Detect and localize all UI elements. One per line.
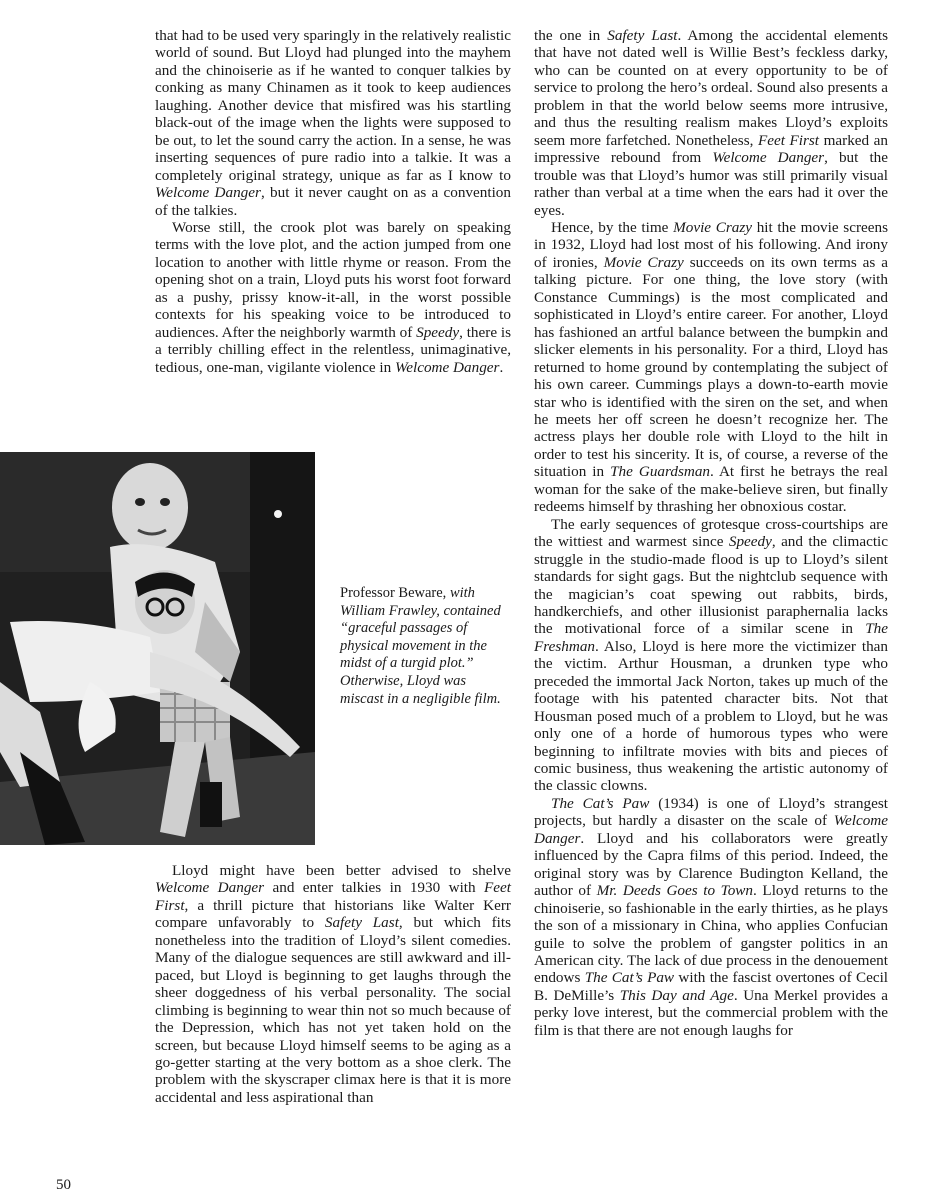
text-run: . Also, Lloyd is here more the victimizer than the victim. Arthur Housman, a drunken type who preceded the immortal Jack Norton, takes up much of the footage with his patented character bits. Not that Housman posed much of a problem to Lloyd, but he was only one of a horde of humorous types who were beginning to infiltrate movies with bits and pieces of comic business, thus weakening the artistic autonomy of the classic clowns.	[534, 637, 888, 795]
paragraph	[155, 27, 511, 219]
italic-title: Welcome Danger	[155, 184, 261, 202]
italic-title: The Guardsman	[610, 463, 711, 481]
text-run: Lloyd might have been better advised to shelve	[172, 862, 511, 879]
paragraph	[534, 219, 888, 516]
text-run: , and the climactic struggle in the studio-made flood is up to Lloyd’s silent standards for sight gags. But the nightclub sequence with the magician’s coat spewing out rabbits, birds, handkerchiefs, and other illusionist paraphernalia lacks the motivational force of a similar scene in	[534, 533, 889, 638]
caption-film-title: Professor Beware,	[340, 585, 450, 601]
text-run: Worse still, the crook plot was barely on speaking terms with the love plot, and the action jumped from one location to another with little rhyme or reason. From the opening shot on a train, Lloyd puts his worst foot forward as a pushy, prissy know-it-all, in the worst possible contexts for his speaking voice to be introduced to audiences. After the neighborly warmth of	[155, 218, 511, 341]
italic-title: Welcome Danger	[155, 879, 265, 897]
italic-title: Safety Last	[324, 914, 399, 932]
text-run: (1934) is one of Lloyd’s strangest projects, but hardly a disaster on the scale of	[534, 794, 888, 830]
italic-title: Safety Last	[607, 27, 678, 44]
text-run: , a thrill picture that historians like Walter Kerr compare unfavorably to	[155, 896, 511, 932]
italic-title: Feet First	[757, 131, 820, 149]
right-column	[534, 27, 888, 1039]
italic-title: Feet First	[155, 879, 511, 914]
left-column-bottom	[155, 862, 511, 1106]
text-run: . At first he betrays the real woman for the sake of the make-believe siren, but finally redeems himself by thrashing her obnoxious costar.	[534, 463, 888, 516]
page-number: 50	[56, 1177, 71, 1193]
text-run: Hence, by the time	[551, 218, 674, 236]
wrestling-photo-image	[0, 452, 315, 845]
left-column-top	[155, 27, 511, 376]
italic-title: The Cat’s Paw	[551, 794, 650, 812]
italic-title: Mr. Deeds Goes to Town	[596, 882, 754, 900]
caption-text: with William Frawley, contained “graceful passages of physical movement in the midst of a turgid plot.” Otherwise, Lloyd was miscast in a negligible film.	[340, 585, 501, 707]
text-run: the one in	[534, 27, 608, 44]
text-run: . Lloyd and his collaborators were greatly influenced by the Capra films of this period. Indeed, the original story was by Clarence Budington Kelland, the author of	[534, 829, 888, 900]
text-run: The early sequences of grotesque cross-courtships are the wittiest and warmest since	[534, 515, 888, 551]
text-run: . Una Merkel provides a perky love interest, but the commercial problem with the film is that there are not enough laughs for	[534, 986, 888, 1039]
text-run: , but which fits nonetheless into the tradition of Lloyd’s silent comedies. Many of the dialogue sequences are still awkward and ill-paced, but Lloyd is beginning to get laughs through the sheer doggedness of his verbal personality. The social climbing is beginning to wear thin not so much because of the Depression, which has not yet taken hold on the screen, but because Lloyd himself seems to be aging as a go-getter starting at the very bottom as a shoe clerk. The problem with the skyscraper climax here is that it is more accidental and less aspirational than	[155, 914, 512, 1106]
text-run: . Among the accidental elements that have not dated well is Willie Best’s feckless darky, who can be counted on at every opportunity to be of service to prolong the hero’s ordeal. Sound also presents a problem in that the world below seems more intrusive, and thus the resulting realism makes Lloyd’s exploits seem more farfetched. Nonetheless,	[534, 27, 889, 149]
text-run: hit the movie screens in 1932, Lloyd had lost most of his following. And irony of ironies,	[534, 218, 888, 271]
italic-title: Welcome Danger	[712, 149, 825, 167]
text-run: .	[499, 358, 504, 376]
text-run: that had to be used very sparingly in the relatively realistic world of sound. But Lloyd had plunged into the mayhem and the chinoiserie as if he wanted to conquer talkies by conking as many Chinamen as it took to keep audiences laughing. Another device that misfired was his startling black-out of the image when the lights were supposed to be out, to let the sound carry the action. In a sense, he was inserting sequences of pure radio into a talkie. It was a completely original strategy, unique as far as I know to	[155, 27, 511, 184]
paragraph	[534, 516, 888, 795]
text-run: succeeds on its own terms as a talking picture. For one thing, the love story (with Constance Cummings) is the most complicated and sophisticated in Lloyd’s entire career. For another, Lloyd has fashioned an artful balance between the bumpkin and slicker elements in his personality. For a third, Lloyd has returned to home ground by contemplating the subject of his own career. Cummings plays a down-to-earth movie star who is identified with the siren on the set, and when he meets her off screen he doesn’t recognize her. The actress plays her double role with Lloyd to the hilt in order to test his sincerity. It is, of course, a reverse of the situation in	[534, 253, 888, 481]
text-run: and enter talkies in 1930 with	[264, 879, 485, 897]
text-run: marked an impressive rebound from	[534, 131, 888, 167]
text-run: , but it never caught on as a convention of the talkies.	[155, 184, 511, 219]
text-run: , but the trouble was that Lloyd’s humor was still primarily visual rather than verbal at a time when the ears had it over the eyes.	[534, 149, 888, 219]
italic-title: Movie Crazy	[673, 218, 752, 236]
italic-title: Movie Crazy	[603, 253, 684, 271]
paragraph	[534, 27, 888, 219]
film-still-photo	[0, 452, 315, 845]
paragraph	[155, 862, 511, 1106]
italic-title: Welcome Danger	[394, 358, 500, 376]
italic-title: The Cat’s Paw	[584, 969, 675, 987]
text-run: , there is a terribly chilling effect in the relentless, unimaginative, tedious, one-man, vigilante violence in	[155, 323, 511, 376]
text-run: with the fascist overtones of Cecil B. DeMille’s	[534, 969, 889, 1004]
text-run: . Lloyd returns to the chinoiserie, so fashionable in the early thirties, as he plays the son of a missionary in China, who applies Confucian guile to solve the problem of gangster politics in an American city. The lack of due process in the denouement endows	[534, 882, 889, 987]
italic-title: Speedy	[416, 323, 460, 341]
italic-title: Welcome Danger	[534, 812, 888, 847]
paragraph	[155, 219, 511, 376]
italic-title: The Freshman	[534, 620, 888, 655]
italic-title: This Day and Age	[619, 986, 734, 1004]
italic-title: Speedy	[728, 533, 772, 551]
photo-caption	[340, 585, 512, 708]
paragraph	[534, 795, 888, 1039]
